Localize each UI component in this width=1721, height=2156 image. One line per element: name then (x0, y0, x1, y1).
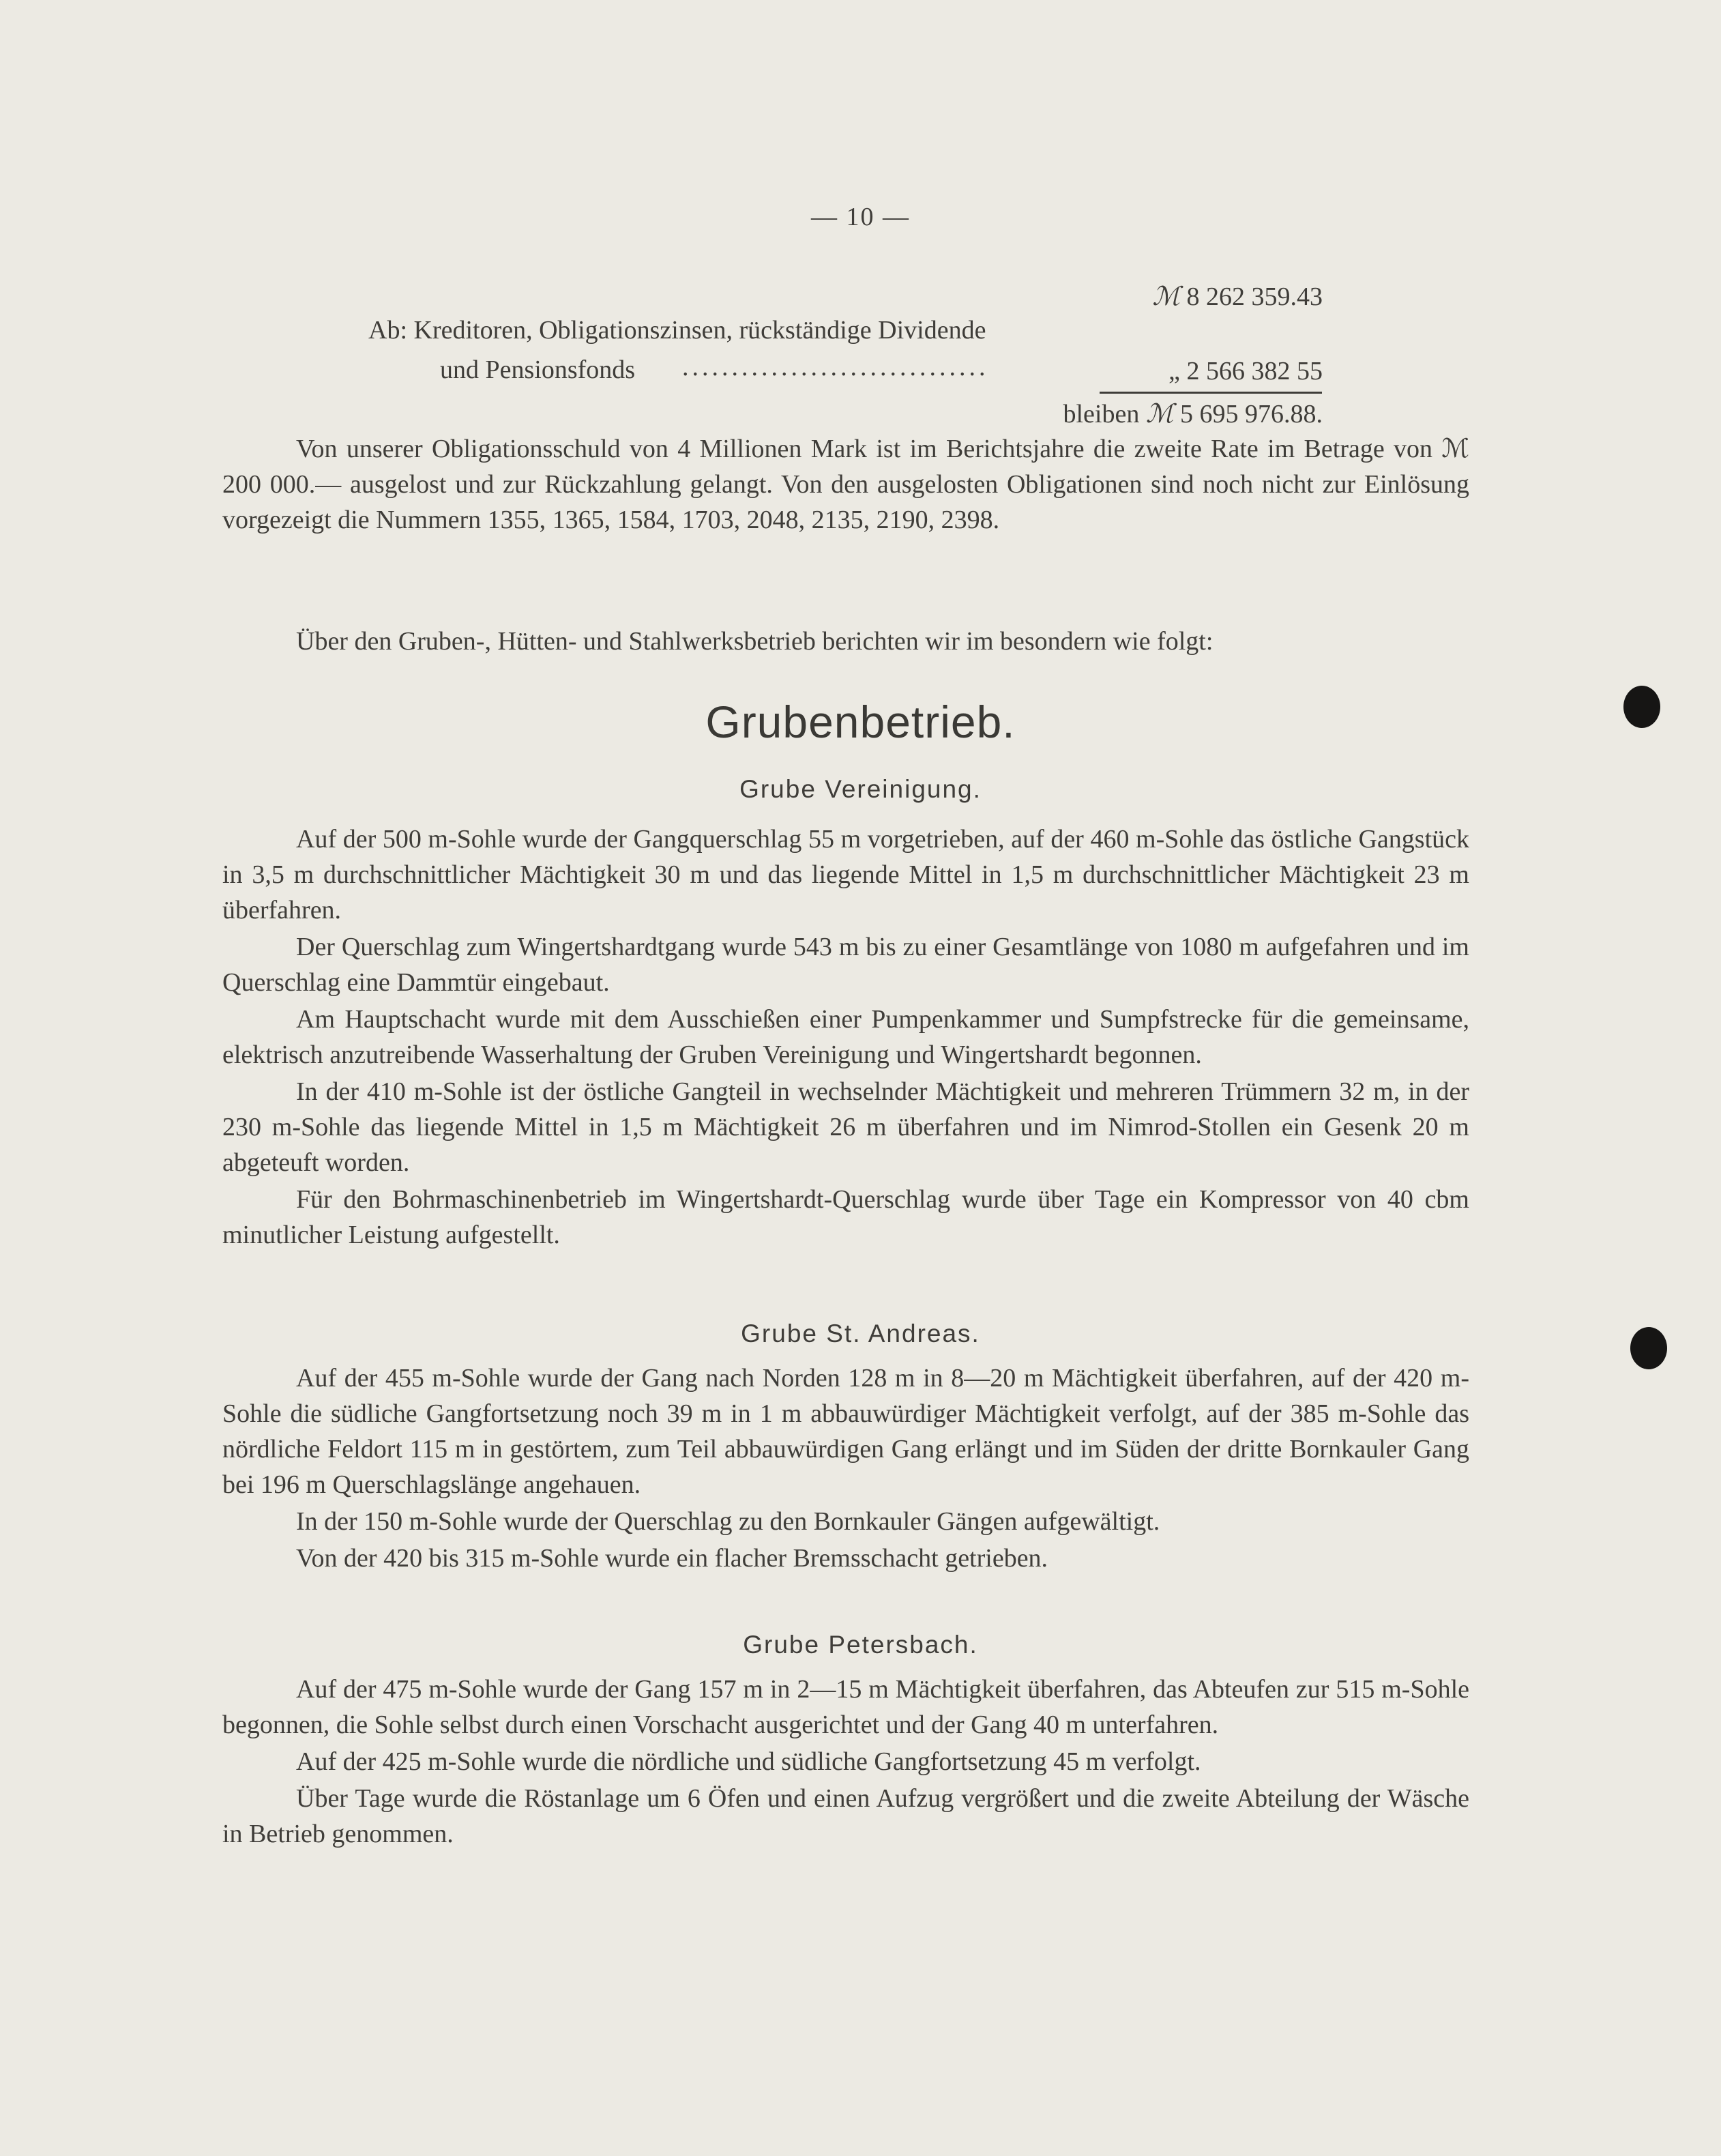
punch-hole-icon (1623, 686, 1660, 728)
sum-rule (1100, 392, 1322, 394)
leader-dots: ............................... (682, 353, 989, 381)
paragraph: Der Querschlag zum Wingertshardtgang wurde 543 m bis zu einer Gesamtlänge von 1080 m aufgefahren und im Querschlag eine Dammtür eingebaut. (222, 933, 1469, 997)
balance-deduction-label-line1: Ab: Kreditoren, Obligationszinsen, rückständige Dividende (368, 316, 986, 345)
balance-deduction-value: „ 2 566 382 55 (1168, 357, 1323, 385)
section-petersbach (222, 1672, 1469, 1853)
currency-mark-2: ℳ (1145, 400, 1174, 428)
balance-remainder (1063, 398, 1323, 429)
lead-block (222, 624, 1469, 660)
balance-total-value: 8 262 359.43 (1186, 282, 1323, 311)
intro-block (222, 431, 1469, 539)
paragraph: In der 410 m-Sohle ist der östliche Gangteil in wechselnder Mächtigkeit und mehreren Trümmern 32 m, in der 230 m-Sohle das liegende Mittel in 1,5 m Mächtigkeit 26 m überfahren und im Nimrod-Stollen ein Gesenk 20 m abgeteuft worden. (222, 1077, 1469, 1177)
paragraph: Am Hauptschacht wurde mit dem Ausschießen einer Pumpenkammer und Sumpfstrecke für die gemeinsame, elektrisch anzutreibende Wasserhaltung der Gruben Vereinigung und Wingertshardt begonnen. (222, 1005, 1469, 1069)
paragraph: Auf der 500 m-Sohle wurde der Gangquerschlag 55 m vorgetrieben, auf der 460 m-Sohle das östliche Gangstück in 3,5 m durchschnittlicher Mächtigkeit 30 m und das liegende Mittel in 1,5 m durchschnittlicher Mächtigkeit 23 m überfahren. (222, 825, 1469, 924)
paragraph: Auf der 425 m-Sohle wurde die nördliche und südliche Gangfortsetzung 45 m verfolgt. (296, 1747, 1201, 1776)
intro-paragraph: Von unserer Obligationsschuld von 4 Millionen Mark ist im Berichtsjahre die zweite Rate im Betrage von ℳ 200 000.— ausgelost und zur Rückzahlung gelangt. Von den ausgelosten Obligationen sind noch nicht zur Einlösung vorgezeigt die Nummern 1355, 1365, 1584, 1703, 2048, 2135, 2190, 2398. (222, 435, 1469, 534)
section-st-andreas (222, 1360, 1469, 1577)
page-number: — 10 — (811, 203, 910, 231)
balance-total (1152, 281, 1323, 312)
paragraph: Über Tage wurde die Röstanlage um 6 Öfen und einen Aufzug vergrößert und die zweite Abteilung der Wäsche in Betrieb genommen. (222, 1784, 1469, 1848)
sub-heading-st-andreas: Grube St. Andreas. (741, 1320, 980, 1348)
lead-sentence: Über den Gruben-, Hütten- und Stahlwerksbetrieb berichten wir im besondern wie folgt: (296, 627, 1213, 656)
punch-hole-icon (1630, 1327, 1667, 1369)
balance-deduction-label-line2: und Pensionsfonds (440, 355, 636, 384)
paragraph: Auf der 455 m-Sohle wurde der Gang nach Norden 128 m in 8—20 m Mächtigkeit überfahren, auf der 420 m-Sohle die südliche Gangfortsetzung noch 39 m in 1 m abbauwürdiger Mächtigkeit verfolgt, auf der 385 m-Sohle das nördliche Feldort 115 m in gestörtem, zum Teil abbauwürdigen Gang erlängt und im Süden der dritte Bornkauler Gang bei 196 m Querschlagslänge angehauen. (222, 1364, 1469, 1499)
currency-mark: ℳ (1152, 282, 1180, 311)
sub-heading-petersbach: Grube Petersbach. (743, 1631, 978, 1659)
sub-heading-vereinigung: Grube Vereinigung. (739, 775, 982, 803)
section-vereinigung (222, 821, 1469, 1254)
balance-remainder-value: 5 695 976.88. (1180, 400, 1323, 428)
paragraph: Für den Bohrmaschinenbetrieb im Wingertshardt-Querschlag wurde über Tage ein Kompressor von 40 cbm minutlicher Leistung aufgestellt. (222, 1185, 1469, 1249)
section-title: Grubenbetrieb. (705, 697, 1016, 747)
paragraph: Auf der 475 m-Sohle wurde der Gang 157 m in 2—15 m Mächtigkeit überfahren, das Abteufen zur 515 m-Sohle begonnen, die Sohle selbst durch einen Vorschacht ausgerichtet und der Gang 40 m unterfahren. (222, 1675, 1469, 1739)
balance-remainder-label: bleiben (1063, 400, 1140, 428)
paragraph: Von der 420 bis 315 m-Sohle wurde ein flacher Bremsschacht getrieben. (296, 1544, 1048, 1573)
paragraph: In der 150 m-Sohle wurde der Querschlag zu den Bornkauler Gängen aufgewältigt. (296, 1507, 1160, 1536)
